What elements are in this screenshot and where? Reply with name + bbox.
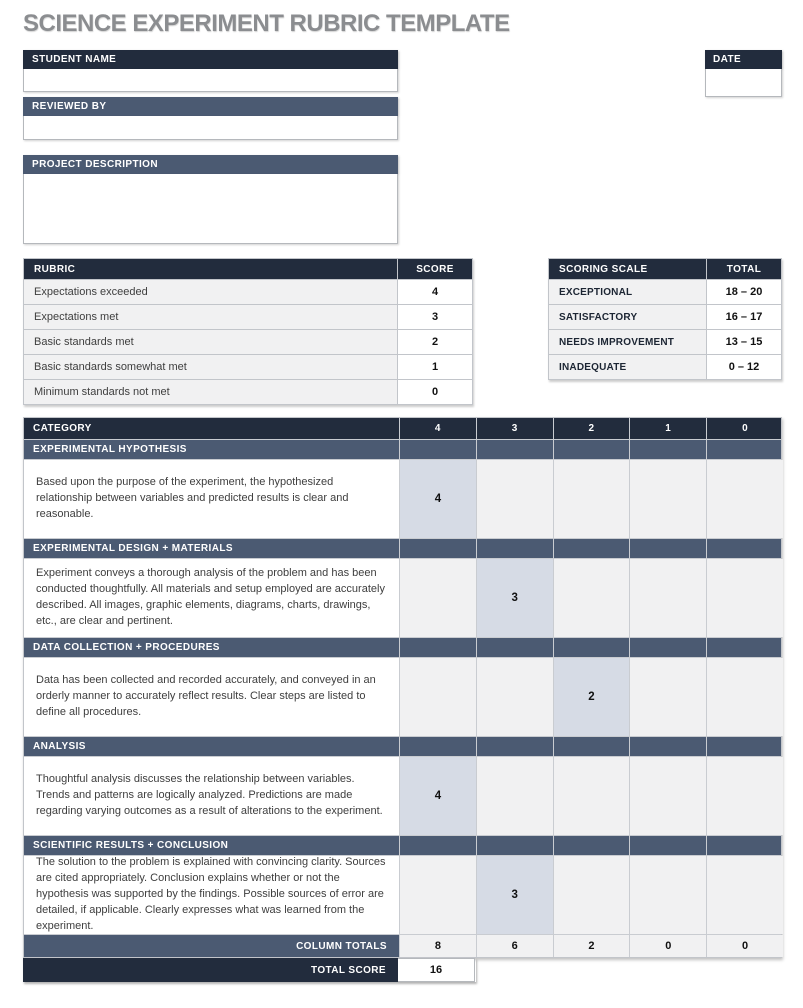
student-name-input[interactable] [23, 69, 398, 92]
category-header-label: CATEGORY [33, 423, 92, 434]
score-cell-0[interactable] [706, 559, 783, 637]
category-header-col-3: 3 [476, 418, 553, 439]
rubric-row-label: Expectations exceeded [24, 280, 397, 304]
score-cell-2[interactable] [553, 559, 630, 637]
scoring-scale-row-total: 16 – 17 [706, 305, 781, 329]
score-cell-1[interactable] [629, 856, 706, 934]
column-total-3: 6 [476, 935, 553, 957]
section-header-analysis [24, 736, 781, 756]
total-score-label: TOTAL SCORE [23, 958, 398, 982]
column-total-2: 2 [553, 935, 630, 957]
score-cell-1[interactable] [629, 559, 706, 637]
reviewed-by-input[interactable] [23, 116, 398, 140]
section-header-spacer [399, 737, 476, 756]
category-header-col-0: 0 [706, 418, 783, 439]
rubric-row [24, 279, 472, 304]
section-title: SCIENTIFIC RESULTS + CONCLUSION [33, 840, 229, 851]
section-header-spacer [399, 836, 476, 855]
section-header-spacer [399, 539, 476, 558]
category-header-col-2: 2 [553, 418, 630, 439]
section-header-spacer [629, 638, 706, 657]
rubric-header-score: SCORE [397, 259, 472, 279]
section-header-spacer [629, 440, 706, 459]
score-cell-1[interactable] [629, 658, 706, 736]
section-title: EXPERIMENTAL HYPOTHESIS [33, 444, 187, 455]
rubric-row-score: 1 [397, 355, 472, 379]
rubric-row [24, 304, 472, 329]
section-header-spacer [476, 440, 553, 459]
section-header-experimental-design-materials [24, 538, 781, 558]
section-header-spacer [553, 836, 630, 855]
column-total-1: 0 [629, 935, 706, 957]
column-totals-label: COLUMN TOTALS [24, 935, 399, 957]
section-body-data-collection-procedures [24, 657, 781, 736]
student-name-label: STUDENT NAME [23, 50, 398, 69]
score-cell-3[interactable] [476, 658, 553, 736]
section-description: Data has been collected and recorded accurately, and conveyed in an orderly manner to accurately reflect results. Clear steps are listed to define all procedures. [24, 658, 399, 736]
section-description: Thoughtful analysis discusses the relationship between variables. Trends and patterns are logically analyzed. Predictions are made regarding varying outcomes as a result of alterations to the experiment. [24, 757, 399, 835]
score-cell-4[interactable] [399, 559, 476, 637]
score-cell-3[interactable]: 3 [476, 856, 553, 934]
rubric-row-score: 0 [397, 380, 472, 404]
section-title: EXPERIMENTAL DESIGN + MATERIALS [33, 543, 233, 554]
scoring-scale-header-label: SCORING SCALE [549, 259, 706, 279]
student-name-block [23, 50, 398, 92]
rubric-row-score: 4 [397, 280, 472, 304]
section-header-spacer [476, 539, 553, 558]
section-header-spacer [706, 836, 783, 855]
category-header-col-4: 4 [399, 418, 476, 439]
rubric-table [23, 258, 473, 405]
score-cell-3[interactable]: 3 [476, 559, 553, 637]
category-table [23, 417, 782, 958]
rubric-row [24, 379, 472, 404]
section-description: Experiment conveys a thorough analysis of the problem and has been conducted thoughtfully. All materials and setup employed are accurately described. All images, graphic elements, diagrams, charts, drawings, etc., are clear and pertinent. [24, 559, 399, 637]
column-total-4: 8 [399, 935, 476, 957]
column-totals-row [24, 934, 781, 957]
scoring-scale-table [548, 258, 782, 380]
date-block [705, 50, 782, 97]
scoring-scale-row-label: NEEDS IMPROVEMENT [549, 330, 706, 354]
section-header-spacer [629, 836, 706, 855]
scoring-scale-row [549, 279, 781, 304]
score-cell-0[interactable] [706, 658, 783, 736]
scoring-scale-row-label: INADEQUATE [549, 355, 706, 379]
section-body-experimental-design-materials [24, 558, 781, 637]
category-header-row [24, 418, 781, 439]
reviewed-by-label: REVIEWED BY [23, 97, 398, 116]
score-cell-2[interactable] [553, 856, 630, 934]
section-header-spacer [476, 737, 553, 756]
section-header-scientific-results-conclusion [24, 835, 781, 855]
section-header-spacer [706, 539, 783, 558]
score-cell-4[interactable]: 4 [399, 460, 476, 538]
reviewed-by-block [23, 97, 398, 140]
section-header-spacer [399, 440, 476, 459]
section-body-analysis [24, 756, 781, 835]
project-description-label: PROJECT DESCRIPTION [23, 155, 398, 174]
rubric-row [24, 354, 472, 379]
score-cell-3[interactable] [476, 460, 553, 538]
score-cell-2[interactable] [553, 460, 630, 538]
column-total-0: 0 [706, 935, 783, 957]
score-cell-1[interactable] [629, 757, 706, 835]
rubric-row-label: Basic standards somewhat met [24, 355, 397, 379]
scoring-scale-row [549, 329, 781, 354]
section-title: DATA COLLECTION + PROCEDURES [33, 642, 220, 653]
category-header-col-1: 1 [629, 418, 706, 439]
date-input[interactable] [705, 69, 782, 97]
section-description: Based upon the purpose of the experiment, the hypothesized relationship between variables and predicted results is clear and reasonable. [24, 460, 399, 538]
rubric-row [24, 329, 472, 354]
score-cell-1[interactable] [629, 460, 706, 538]
page-title: SCIENCE EXPERIMENT RUBRIC TEMPLATE [23, 10, 510, 37]
section-header-spacer [553, 638, 630, 657]
section-title: ANALYSIS [33, 741, 86, 752]
scoring-scale-row-label: SATISFACTORY [549, 305, 706, 329]
score-cell-4[interactable] [399, 658, 476, 736]
project-description-block [23, 155, 398, 244]
scoring-scale-row [549, 304, 781, 329]
score-cell-0[interactable] [706, 757, 783, 835]
scoring-scale-row-total: 0 – 12 [706, 355, 781, 379]
section-body-scientific-results-conclusion [24, 855, 781, 934]
scoring-scale-header-row [549, 259, 781, 279]
score-cell-0[interactable] [706, 856, 783, 934]
section-header-spacer [706, 737, 783, 756]
section-header-spacer [553, 737, 630, 756]
section-header-spacer [629, 539, 706, 558]
total-score-value: 16 [398, 958, 475, 982]
section-header-spacer [553, 440, 630, 459]
rubric-row-label: Minimum standards not met [24, 380, 397, 404]
section-description: The solution to the problem is explained with convincing clarity. Sources are cited appropriately. Conclusion explains whether or not the hypothesis was supported by the findings. Possible sources of error are detailed, if applicable. Clearly expresses what was learned from the experiment. [24, 856, 399, 934]
score-cell-4[interactable]: 4 [399, 757, 476, 835]
total-score-row [23, 958, 476, 982]
project-description-input[interactable] [23, 174, 398, 244]
section-header-spacer [706, 638, 783, 657]
section-header-experimental-hypothesis [24, 439, 781, 459]
scoring-scale-header-total: TOTAL [706, 259, 781, 279]
section-header-spacer [476, 836, 553, 855]
score-cell-4[interactable] [399, 856, 476, 934]
scoring-scale-row [549, 354, 781, 379]
section-header-spacer [706, 440, 783, 459]
section-body-experimental-hypothesis [24, 459, 781, 538]
date-label: DATE [705, 50, 782, 69]
score-cell-0[interactable] [706, 460, 783, 538]
section-header-spacer [629, 737, 706, 756]
section-header-spacer [476, 638, 553, 657]
score-cell-3[interactable] [476, 757, 553, 835]
section-header-spacer [399, 638, 476, 657]
scoring-scale-row-total: 18 – 20 [706, 280, 781, 304]
score-cell-2[interactable] [553, 757, 630, 835]
scoring-scale-row-label: EXCEPTIONAL [549, 280, 706, 304]
rubric-header-row [24, 259, 472, 279]
section-header-data-collection-procedures [24, 637, 781, 657]
score-cell-2[interactable]: 2 [553, 658, 630, 736]
rubric-header-label: RUBRIC [24, 259, 397, 279]
rubric-row-label: Basic standards met [24, 330, 397, 354]
section-header-spacer [553, 539, 630, 558]
scoring-scale-row-total: 13 – 15 [706, 330, 781, 354]
rubric-row-label: Expectations met [24, 305, 397, 329]
rubric-row-score: 2 [397, 330, 472, 354]
rubric-row-score: 3 [397, 305, 472, 329]
